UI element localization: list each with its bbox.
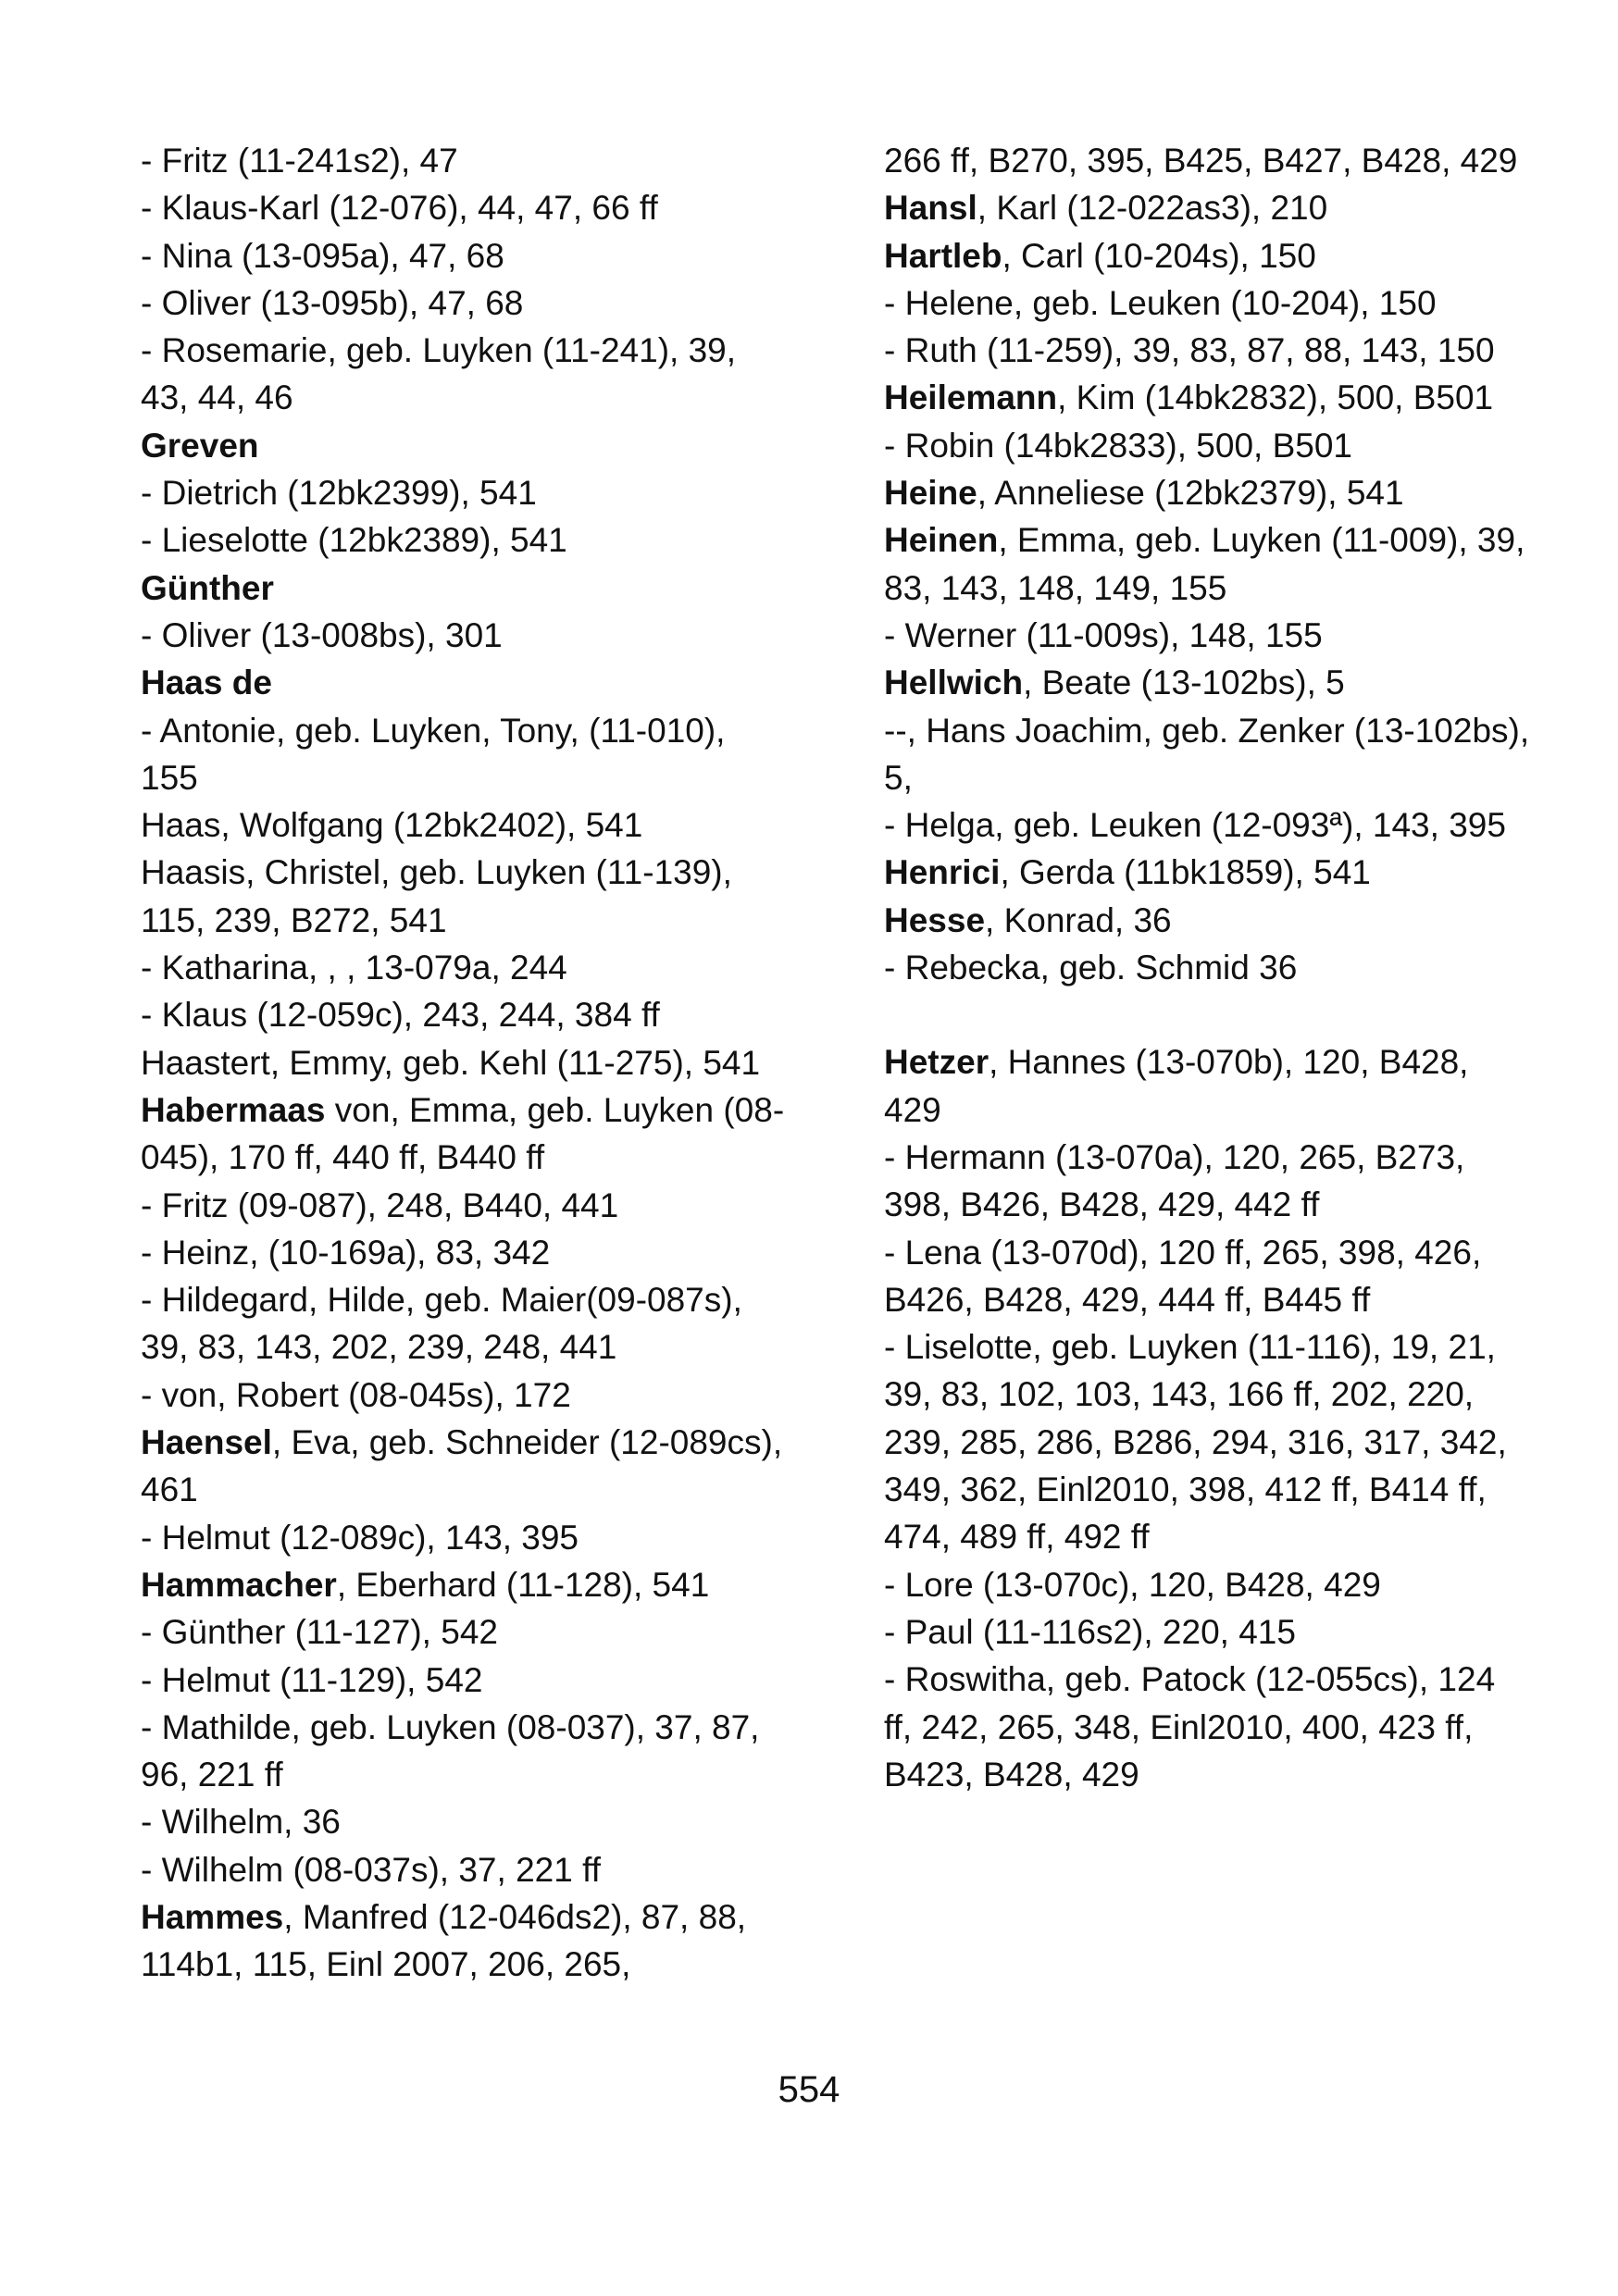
entry-surname: Henrici <box>884 853 1001 892</box>
entry-text: - Wilhelm, 36 <box>141 1803 341 1842</box>
index-entry <box>141 1657 789 1704</box>
index-entry <box>141 1561 789 1608</box>
entry-surname: Hesse <box>884 900 986 939</box>
index-entry <box>884 137 1532 184</box>
index-entry <box>141 469 789 516</box>
entry-text: , Carl (10-204s), 150 <box>1002 236 1316 275</box>
entry-text: - Klaus (12-059c), 243, 244, 384 ff <box>141 996 660 1035</box>
entry-text: , Eva, geb. Schneider (12-089cs), 461 <box>141 1423 783 1509</box>
entry-text: - Liselotte, geb. Luyken (11-116), 19, 21, 39, 83, 102, 103, 143, 166 ff, 202, 220, 239, 285, 286, B286, 294, 316, 317, 342, 349, 362, Einl2010, 398, 412 ff, B414 ff, 474, 489 ff, 492 ff <box>884 1328 1507 1557</box>
index-entry <box>884 659 1532 706</box>
index-entry <box>141 279 789 327</box>
index-entry <box>141 1514 789 1561</box>
entry-text: - Klaus-Karl (12-076), 44, 47, 66 ff <box>141 189 658 228</box>
entry-text: , Emma, geb. Luyken (11-009), 39, 83, 143, 148, 149, 155 <box>884 521 1525 607</box>
index-entry <box>141 1893 789 1989</box>
entry-text: - Rosemarie, geb. Luyken (11-241), 39, 43, 44, 46 <box>141 331 737 417</box>
entry-surname: Heine <box>884 474 977 513</box>
entry-text: , Gerda (11bk1859), 541 <box>1000 853 1371 892</box>
index-entry <box>141 1182 789 1229</box>
entry-text: - Hermann (13-070a), 120, 265, B273, 398, B426, B428, 429, 442 ff <box>884 1137 1465 1224</box>
index-entry <box>884 707 1532 802</box>
index-entry <box>884 849 1532 896</box>
index-entry <box>884 516 1532 612</box>
index-entry <box>141 1276 789 1371</box>
entry-text: - Helmut (12-089c), 143, 395 <box>141 1518 579 1557</box>
index-entry <box>884 184 1532 231</box>
entry-text: , Anneliese (12bk2379), 541 <box>977 474 1404 513</box>
entry-text: Haastert, Emmy, geb. Kehl (11-275), 541 <box>141 1043 761 1082</box>
entry-text: - Roswitha, geb. Patock (12-055cs), 124 ff, 242, 265, 348, Einl2010, 400, 423 ff, B423, B428, 429 <box>884 1660 1496 1793</box>
index-entry <box>884 1229 1532 1324</box>
entry-surname: Hansl <box>884 189 977 228</box>
entry-text: - Werner (11-009s), 148, 155 <box>884 615 1323 654</box>
index-entry <box>884 801 1532 849</box>
index-entry <box>884 422 1532 469</box>
index-entry <box>141 1608 789 1656</box>
entry-text: , Karl (12-022as3), 210 <box>977 189 1328 228</box>
page-number: 554 <box>778 2069 840 2110</box>
entry-text: - Helene, geb. Leuken (10-204), 150 <box>884 283 1437 322</box>
index-entry <box>884 612 1532 659</box>
entry-text: - Rebecka, geb. Schmid 36 <box>884 949 1298 987</box>
entry-text: - Hildegard, Hilde, geb. Maier(09-087s), 39, 83, 143, 202, 239, 248, 441 <box>141 1281 742 1367</box>
index-entry <box>141 707 789 802</box>
entry-text: - Oliver (13-008bs), 301 <box>141 615 503 654</box>
entry-text: - Fritz (11-241s2), 47 <box>141 142 458 180</box>
index-column-right <box>884 137 1532 1798</box>
index-entry <box>141 991 789 1038</box>
entry-surname: Hartleb <box>884 236 1002 275</box>
entry-text: - von, Robert (08-045s), 172 <box>141 1375 571 1414</box>
entry-surname: Günther <box>141 568 274 607</box>
entry-surname: Haas de <box>141 664 272 702</box>
entry-surname: Hammacher <box>141 1565 337 1604</box>
entry-surname: Haensel <box>141 1423 272 1462</box>
index-entry <box>141 1704 789 1799</box>
index-entry <box>884 1608 1532 1656</box>
index-entry <box>141 659 789 706</box>
index-entry <box>141 801 789 849</box>
index-entry <box>884 1323 1532 1560</box>
index-entry <box>884 897 1532 944</box>
entry-text: - Paul (11-116s2), 220, 415 <box>884 1612 1296 1651</box>
entry-surname: Hellwich <box>884 664 1024 702</box>
index-entry <box>141 232 789 279</box>
index-entry <box>141 1798 789 1845</box>
index-entry <box>141 944 789 991</box>
index-entry <box>141 1846 789 1893</box>
entry-text: - Oliver (13-095b), 47, 68 <box>141 283 524 322</box>
index-entry <box>141 849 789 944</box>
index-entry <box>141 1039 789 1086</box>
entry-text: - Mathilde, geb. Luyken (08-037), 37, 87, 96, 221 ff <box>141 1707 760 1794</box>
entry-surname: Hammes <box>141 1897 284 1936</box>
index-entry <box>884 374 1532 421</box>
entry-text: Haasis, Christel, geb. Luyken (11-139), 115, 239, B272, 541 <box>141 853 732 939</box>
entry-surname: Heinen <box>884 521 999 560</box>
entry-text: --, Hans Joachim, geb. Zenker (13-102bs), 5, <box>884 711 1530 797</box>
entry-text: - Lena (13-070d), 120 ff, 265, 398, 426, B426, B428, 429, 444 ff, B445 ff <box>884 1233 1482 1319</box>
entry-text: , Beate (13-102bs), 5 <box>1023 664 1345 702</box>
entry-text: - Katharina, , , 13-079a, 244 <box>141 949 567 987</box>
entry-surname: Heilemann <box>884 379 1058 417</box>
entry-text: - Robin (14bk2833), 500, B501 <box>884 426 1353 465</box>
index-entry <box>884 469 1532 516</box>
index-entry <box>141 1229 789 1276</box>
index-entry <box>884 1656 1532 1798</box>
index-entry <box>884 1134 1532 1229</box>
entry-text: 266 ff, B270, 395, B425, B427, B428, 429 <box>884 142 1518 180</box>
index-entry <box>141 422 789 469</box>
entry-text: - Heinz, (10-169a), 83, 342 <box>141 1233 551 1272</box>
index-entry <box>141 137 789 184</box>
entry-text: , Eberhard (11-128), 541 <box>336 1565 710 1604</box>
index-entry <box>141 184 789 231</box>
entry-text: , Kim (14bk2832), 500, B501 <box>1057 379 1494 417</box>
entry-text: - Lore (13-070c), 120, B428, 429 <box>884 1565 1381 1604</box>
index-entry <box>141 612 789 659</box>
entry-surname: Hetzer <box>884 1043 989 1082</box>
entry-text: , Manfred (12-046ds2), 87, 88, 114b1, 115, Einl 2007, 206, 265, <box>141 1897 747 1984</box>
entry-text: - Fritz (09-087), 248, B440, 441 <box>141 1185 619 1224</box>
index-column-left <box>141 137 789 1989</box>
index-entry <box>884 279 1532 327</box>
index-entry <box>884 327 1532 374</box>
index-entry <box>141 327 789 422</box>
entry-text: - Günther (11-127), 542 <box>141 1613 498 1652</box>
index-entry <box>141 1419 789 1514</box>
index-entry <box>141 565 789 612</box>
entry-surname: Greven <box>141 426 259 465</box>
entry-text: - Nina (13-095a), 47, 68 <box>141 236 504 275</box>
entry-text: Haas, Wolfgang (12bk2402), 541 <box>141 806 643 845</box>
index-entry <box>884 1561 1532 1608</box>
entry-text: von, Emma, geb. Luyken (08-045), 170 ff, 440 ff, B440 ff <box>141 1090 785 1177</box>
index-entry <box>141 516 789 564</box>
entry-text: - Helga, geb. Leuken (12-093ª), 143, 395 <box>884 806 1506 845</box>
entry-text: , Hannes (13-070b), 120, B428, 429 <box>884 1043 1469 1129</box>
entry-text: - Antonie, geb. Luyken, Tony, (11-010), 155 <box>141 711 726 797</box>
entry-text: - Ruth (11-259), 39, 83, 87, 88, 143, 150 <box>884 331 1495 370</box>
index-entry <box>141 1371 789 1419</box>
entry-text: - Helmut (11-129), 542 <box>141 1660 483 1699</box>
index-entry <box>884 1038 1532 1134</box>
entry-surname: Habermaas <box>141 1090 326 1129</box>
entry-text: - Dietrich (12bk2399), 541 <box>141 474 537 513</box>
entry-text: , Konrad, 36 <box>985 900 1172 939</box>
index-entry <box>884 232 1532 279</box>
index-entry <box>884 944 1532 991</box>
entry-text: - Wilhelm (08-037s), 37, 221 ff <box>141 1850 601 1889</box>
entry-text: - Lieselotte (12bk2389), 541 <box>141 521 567 560</box>
index-entry <box>141 1086 789 1182</box>
